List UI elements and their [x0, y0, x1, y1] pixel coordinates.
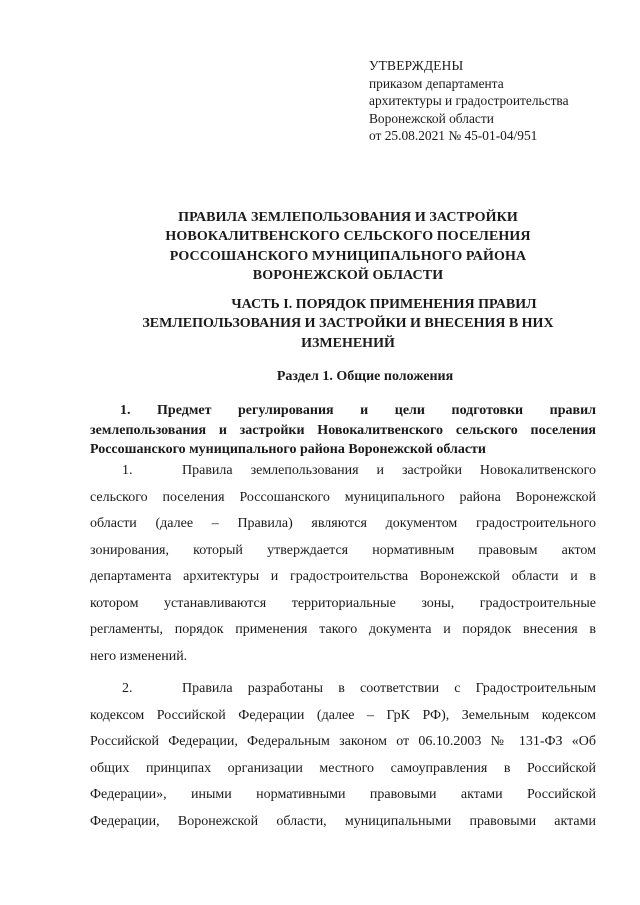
paragraph-number: 2.: [122, 681, 133, 696]
paragraph-line: департамента архитектуры и градостроительства Воронежской области и в: [90, 569, 596, 584]
subsection-heading-line: Россошанского муниципального района Воронежской области: [90, 442, 486, 457]
approval-heading: УТВЕРЖДЕНЫ: [369, 58, 464, 73]
paragraph-1: [90, 458, 596, 670]
paragraph-line: него изменений.: [90, 648, 188, 664]
title-line: ПРАВИЛА ЗЕМЛЕПОЛЬЗОВАНИЯ И ЗАСТРОЙКИ: [178, 210, 518, 225]
paragraph-2: [90, 676, 596, 835]
paragraph-number: 1.: [122, 463, 133, 478]
part-heading-line: ИЗМЕНЕНИЙ: [301, 335, 395, 351]
approval-line: Воронежской области: [369, 110, 494, 126]
approval-line: от 25.08.2021 № 45-01-04/951: [369, 128, 538, 144]
paragraph-line: зонирования, который утверждается нормативным правовым актом: [90, 542, 596, 558]
paragraph-line: регламенты, порядок применения такого документа и порядок внесения в: [90, 622, 596, 637]
paragraph-line: общих принципах организации местного самоуправления в Российской: [90, 760, 596, 776]
part-heading-line: ЧАСТЬ I. ПОРЯДОК ПРИМЕНЕНИЯ ПРАВИЛ: [231, 297, 537, 312]
subsection-heading-line: землепользования и застройки Новокалитвенского сельского поселения: [90, 422, 596, 438]
subsection-heading-line: 1. Предмет регулирования и цели подготовки правил: [120, 403, 596, 418]
document-title: [90, 208, 606, 286]
paragraph-line: Федерации», иными нормативными правовыми актами Российской: [90, 787, 596, 802]
part-heading: [90, 295, 606, 353]
paragraph-line: Федерации, Воронежской области, муниципальными правовыми актами: [90, 813, 596, 829]
paragraph-line-text: Правила разработаны в соответствии с Градостроительным: [182, 681, 596, 696]
paragraph-line-text: Правила землепользования и застройки Новокалитвенского: [182, 463, 596, 478]
section-heading: Раздел 1. Общие положения: [276, 369, 454, 384]
paragraph-line: [90, 458, 596, 485]
paragraph-line: [90, 676, 596, 703]
approval-line: архитектуры и градостроительства: [369, 93, 569, 109]
part-heading-line: ЗЕМЛЕПОЛЬЗОВАНИЯ И ЗАСТРОЙКИ И ВНЕСЕНИЯ В НИХ: [142, 316, 554, 332]
approval-line: приказом департамента: [369, 75, 504, 91]
paragraph-line: области (далее – Правила) являются документом градостроительного: [90, 516, 596, 531]
approval-stamp: [369, 57, 629, 145]
subsection-heading: [90, 401, 596, 460]
paragraph-line: сельского поселения Россошанского муниципального района Воронежской: [90, 489, 596, 505]
paragraph-line: котором устанавливаются территориальные зоны, градостроительные: [90, 595, 596, 611]
paragraph-line: Российской Федерации, Федеральным законом от 06.10.2003 № 131-ФЗ «Об: [90, 734, 596, 749]
title-line: РОССОШАНСКОГО МУНИЦИПАЛЬНОГО РАЙОНА: [169, 248, 527, 264]
title-line: НОВОКАЛИТВЕНСКОГО СЕЛЬСКОГО ПОСЕЛЕНИЯ: [165, 229, 531, 245]
paragraph-line: кодексом Российской Федерации (далее – ГрК РФ), Земельным кодексом: [90, 707, 596, 723]
title-line: ВОРОНЕЖСКОЙ ОБЛАСТИ: [252, 268, 444, 284]
